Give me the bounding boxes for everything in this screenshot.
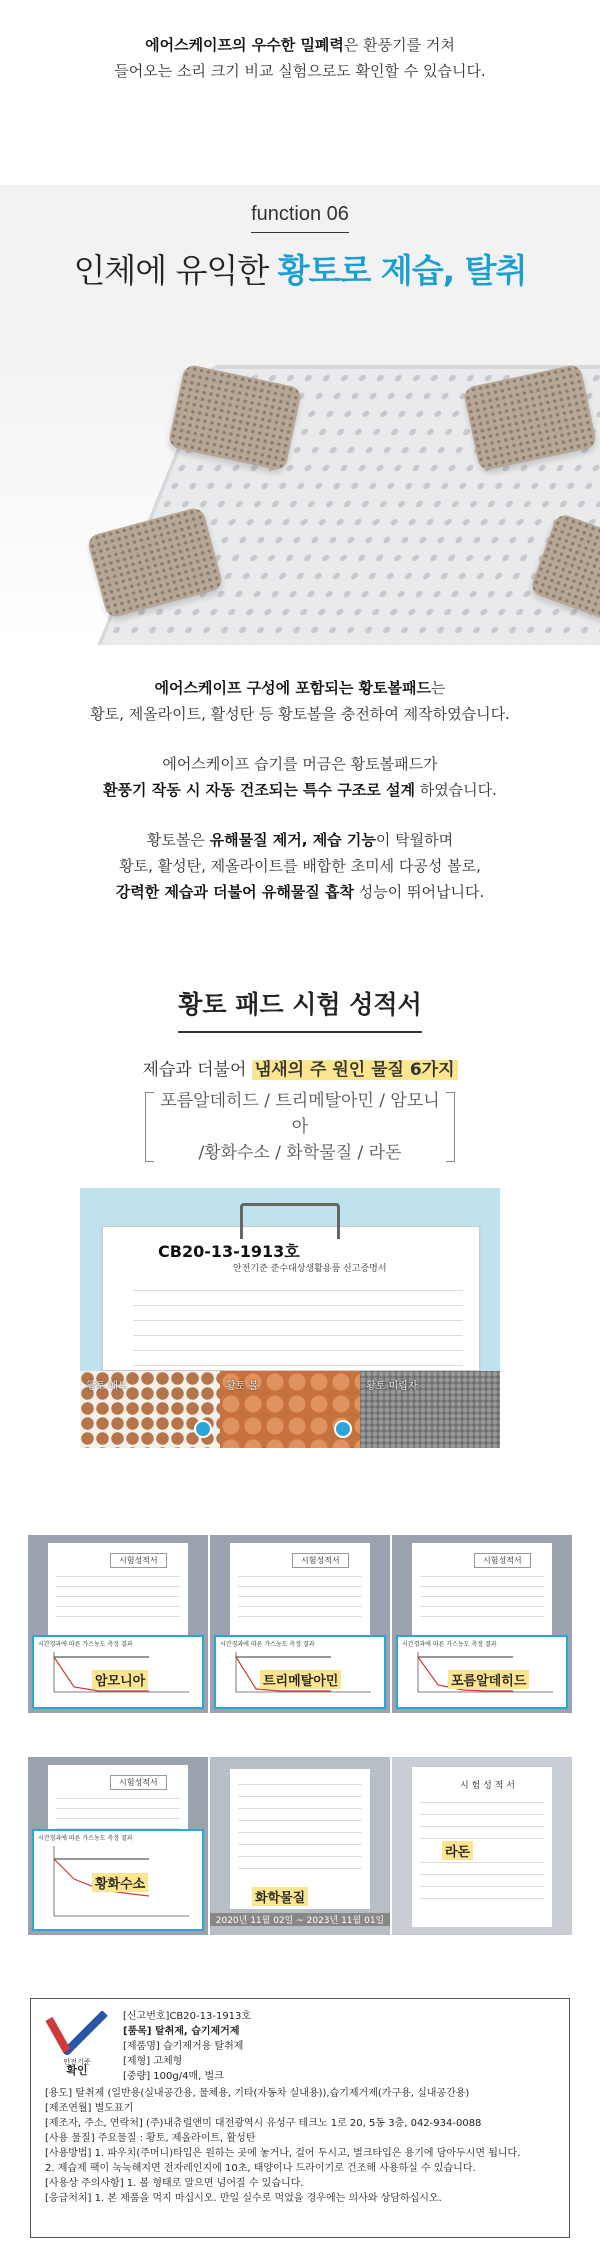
sample-particle bbox=[360, 1371, 500, 1448]
product-photo bbox=[0, 345, 600, 645]
play-icon bbox=[194, 1420, 212, 1438]
graph-label: 화학물질 bbox=[252, 1887, 308, 1906]
concentration-graph bbox=[214, 1635, 386, 1709]
graph-label: 황화수소 bbox=[92, 1873, 148, 1892]
label-line: [제조자, 주소, 연락처] (주)내츄럴앤미 대전광역시 유성구 테크노 1로 20, 5동 3층, 042-934-0088 bbox=[45, 2118, 482, 2129]
function-tag: function 06 bbox=[251, 203, 349, 233]
headline-text: 인체에 유익한 bbox=[73, 251, 278, 290]
logo-title: 확인 bbox=[66, 2064, 88, 2077]
checkmark-icon bbox=[45, 2011, 109, 2057]
sample-ball bbox=[220, 1371, 360, 1448]
desc-text: 황토, 제올라이트, 활성탄 등 황토볼을 충전하여 제작하였습니다. bbox=[90, 705, 510, 723]
description-paragraph bbox=[0, 675, 600, 727]
certificate-table bbox=[133, 1279, 463, 1369]
label-line: [응급처치] 1. 본 제품을 먹지 마십시오. 만일 실수로 먹었을 경우에는 의사와 상담하십시오. bbox=[45, 2193, 442, 2204]
headline-accent: 황토로 제습, 탈취 bbox=[277, 251, 527, 290]
desc-text: 성능이 뛰어납니다. bbox=[354, 883, 485, 901]
label-line: [제품명] 습기제거용 탈취제 bbox=[123, 2041, 244, 2052]
label-header bbox=[45, 2009, 555, 2084]
label-line: [사용방법] 1. 파우치(주머니)타입은 원하는 곳에 놓거나, 걸어 두시고, 벌크타입은 용기에 담아두시면 됩니다. bbox=[45, 2148, 521, 2159]
desc-text: 이 탁월하며 bbox=[375, 831, 454, 849]
report-thumbnail bbox=[392, 1535, 572, 1713]
description-paragraph bbox=[0, 751, 600, 803]
graph-title: 시간경과에 따른 가스농도 측정 결과 bbox=[38, 1641, 133, 1648]
test-subtitle-text: 제습과 더불어 bbox=[142, 1060, 252, 1080]
report-thumbnail bbox=[210, 1757, 390, 1935]
label-line: [신고번호]CB20-13-1913호 bbox=[123, 2011, 252, 2022]
product-label bbox=[30, 1998, 570, 2238]
label-line: 2. 제습제 팩이 눅눅해지면 전자레인지에 10초, 태양이나 드라이기로 건조해 사용하실 수 있습니다. bbox=[45, 2163, 476, 2174]
test-subtitle bbox=[0, 1055, 600, 1080]
function-headline bbox=[0, 245, 600, 292]
concentration-graph bbox=[32, 1829, 204, 1931]
sample-label: 황토 미립자 bbox=[366, 1381, 418, 1392]
report-header: 시험성적서 bbox=[292, 1553, 349, 1568]
test-title: 황토 패드 시험 성적서 bbox=[178, 985, 421, 1033]
intro-line-2: 들어오는 소리 크기 비교 실험으로도 확인할 수 있습니다. bbox=[114, 62, 486, 80]
label-line: [품목] 탈취제, 습기제거제 bbox=[123, 2026, 240, 2037]
graph-title: 시간경과에 따른 가스농도 측정 결과 bbox=[38, 1835, 133, 1842]
chemical-list bbox=[155, 1088, 445, 1166]
label-head-lines bbox=[123, 2009, 251, 2084]
desc-text: 에어스케이프 습기를 머금은 황토볼패드가 bbox=[162, 755, 438, 773]
label-line: [사용 물질] 주요물질 : 황토, 제올라이트, 활성탄 bbox=[45, 2133, 256, 2144]
safety-check-logo bbox=[45, 2011, 109, 2075]
label-line: [제조연월] 별도표기 bbox=[45, 2103, 134, 2114]
intro-bold: 에어스케이프의 우수한 밀폐력 bbox=[145, 36, 344, 54]
graph-label: 라돈 bbox=[442, 1841, 473, 1860]
desc-text: 황토, 활성탄, 제올라이트를 배합한 초미세 다공성 볼로, bbox=[119, 857, 481, 875]
function-header bbox=[0, 185, 600, 345]
certificate-paper bbox=[102, 1226, 480, 1371]
description-paragraph bbox=[0, 827, 600, 905]
label-line: [제형] 고체형 bbox=[123, 2056, 183, 2067]
report-paper bbox=[412, 1767, 552, 1927]
sample-label: 황토 볼 bbox=[226, 1381, 259, 1392]
graph-title: 시간경과에 따른 가스농도 측정 결과 bbox=[402, 1641, 497, 1648]
desc-text: 황토볼은 bbox=[146, 831, 210, 849]
desc-text: 는 bbox=[431, 679, 446, 697]
intro-text: 은 환풍기를 거쳐 bbox=[343, 36, 455, 54]
report-thumbnail bbox=[392, 1757, 572, 1935]
certificate-image bbox=[80, 1188, 500, 1448]
label-line: [사용상 주의사항] 1. 볼 형태로 말으면 넘어질 수 있습니다. bbox=[45, 2178, 304, 2189]
graph-title: 시간경과에 따른 가스농도 측정 결과 bbox=[220, 1641, 315, 1648]
test-subtitle-highlight: 냄새의 주 원인 물질 6가지 bbox=[252, 1060, 458, 1080]
chemical-list-line: 포름알데히드 / 트리메탈아민 / 암모니아 bbox=[160, 1091, 440, 1137]
report-thumbnail bbox=[210, 1535, 390, 1713]
report-thumbnail bbox=[28, 1757, 208, 1935]
report-header: 시험성적서 bbox=[474, 1553, 531, 1568]
concentration-graph bbox=[32, 1635, 204, 1709]
label-body bbox=[45, 2086, 555, 2206]
chemical-list-line: /황화수소 / 화학물질 / 라돈 bbox=[198, 1143, 402, 1163]
play-icon bbox=[334, 1420, 352, 1438]
certificate-subtitle: 안전기준 준수대상생활용품 신고증명서 bbox=[233, 1264, 387, 1274]
test-section bbox=[0, 929, 600, 1222]
desc-bold: 유해물질 제거, 제습 기능 bbox=[209, 831, 376, 849]
certificate-number: CB20-13-1913호 bbox=[158, 1242, 300, 1261]
clip-icon bbox=[240, 1203, 340, 1239]
graph-label: 트리메탈아민 bbox=[260, 1670, 341, 1689]
intro-section bbox=[0, 0, 600, 185]
report-header: 시 험 성 적 서 bbox=[460, 1781, 515, 1791]
sample-pad bbox=[80, 1371, 220, 1448]
concentration-graph bbox=[396, 1635, 568, 1709]
sample-strip bbox=[80, 1371, 500, 1448]
label-line: [중량] 100g/4매, 벌크 bbox=[123, 2071, 224, 2082]
logo-caption: 안전기준 bbox=[63, 2058, 91, 2066]
desc-bold: 강력한 제습과 더불어 유해물질 흡착 bbox=[115, 883, 354, 901]
desc-text: 하였습니다. bbox=[414, 781, 497, 799]
sample-label: 황토 패드 bbox=[86, 1381, 128, 1392]
validity-date: 2020년 11월 02일 ~ 2023년 11월 01일 bbox=[210, 1913, 390, 1926]
desc-bold: 에어스케이프 구성에 포함되는 황토볼패드 bbox=[154, 679, 431, 697]
graph-label: 포름알데히드 bbox=[448, 1670, 529, 1689]
graph-label: 암모니아 bbox=[92, 1670, 148, 1689]
description-section bbox=[0, 645, 600, 905]
label-line: [용도] 탈취제 (일반용(실내공간용, 물체용, 기타(자동차 실내용)),습기제거제(가구용, 실내공간용) bbox=[45, 2088, 470, 2099]
intro-line-1 bbox=[0, 32, 600, 58]
report-header: 시험성적서 bbox=[110, 1775, 167, 1790]
report-header: 시험성적서 bbox=[110, 1553, 167, 1568]
desc-bold: 환풍기 작동 시 자동 건조되는 특수 구조로 설계 bbox=[103, 781, 415, 799]
report-thumbnail bbox=[28, 1535, 208, 1713]
